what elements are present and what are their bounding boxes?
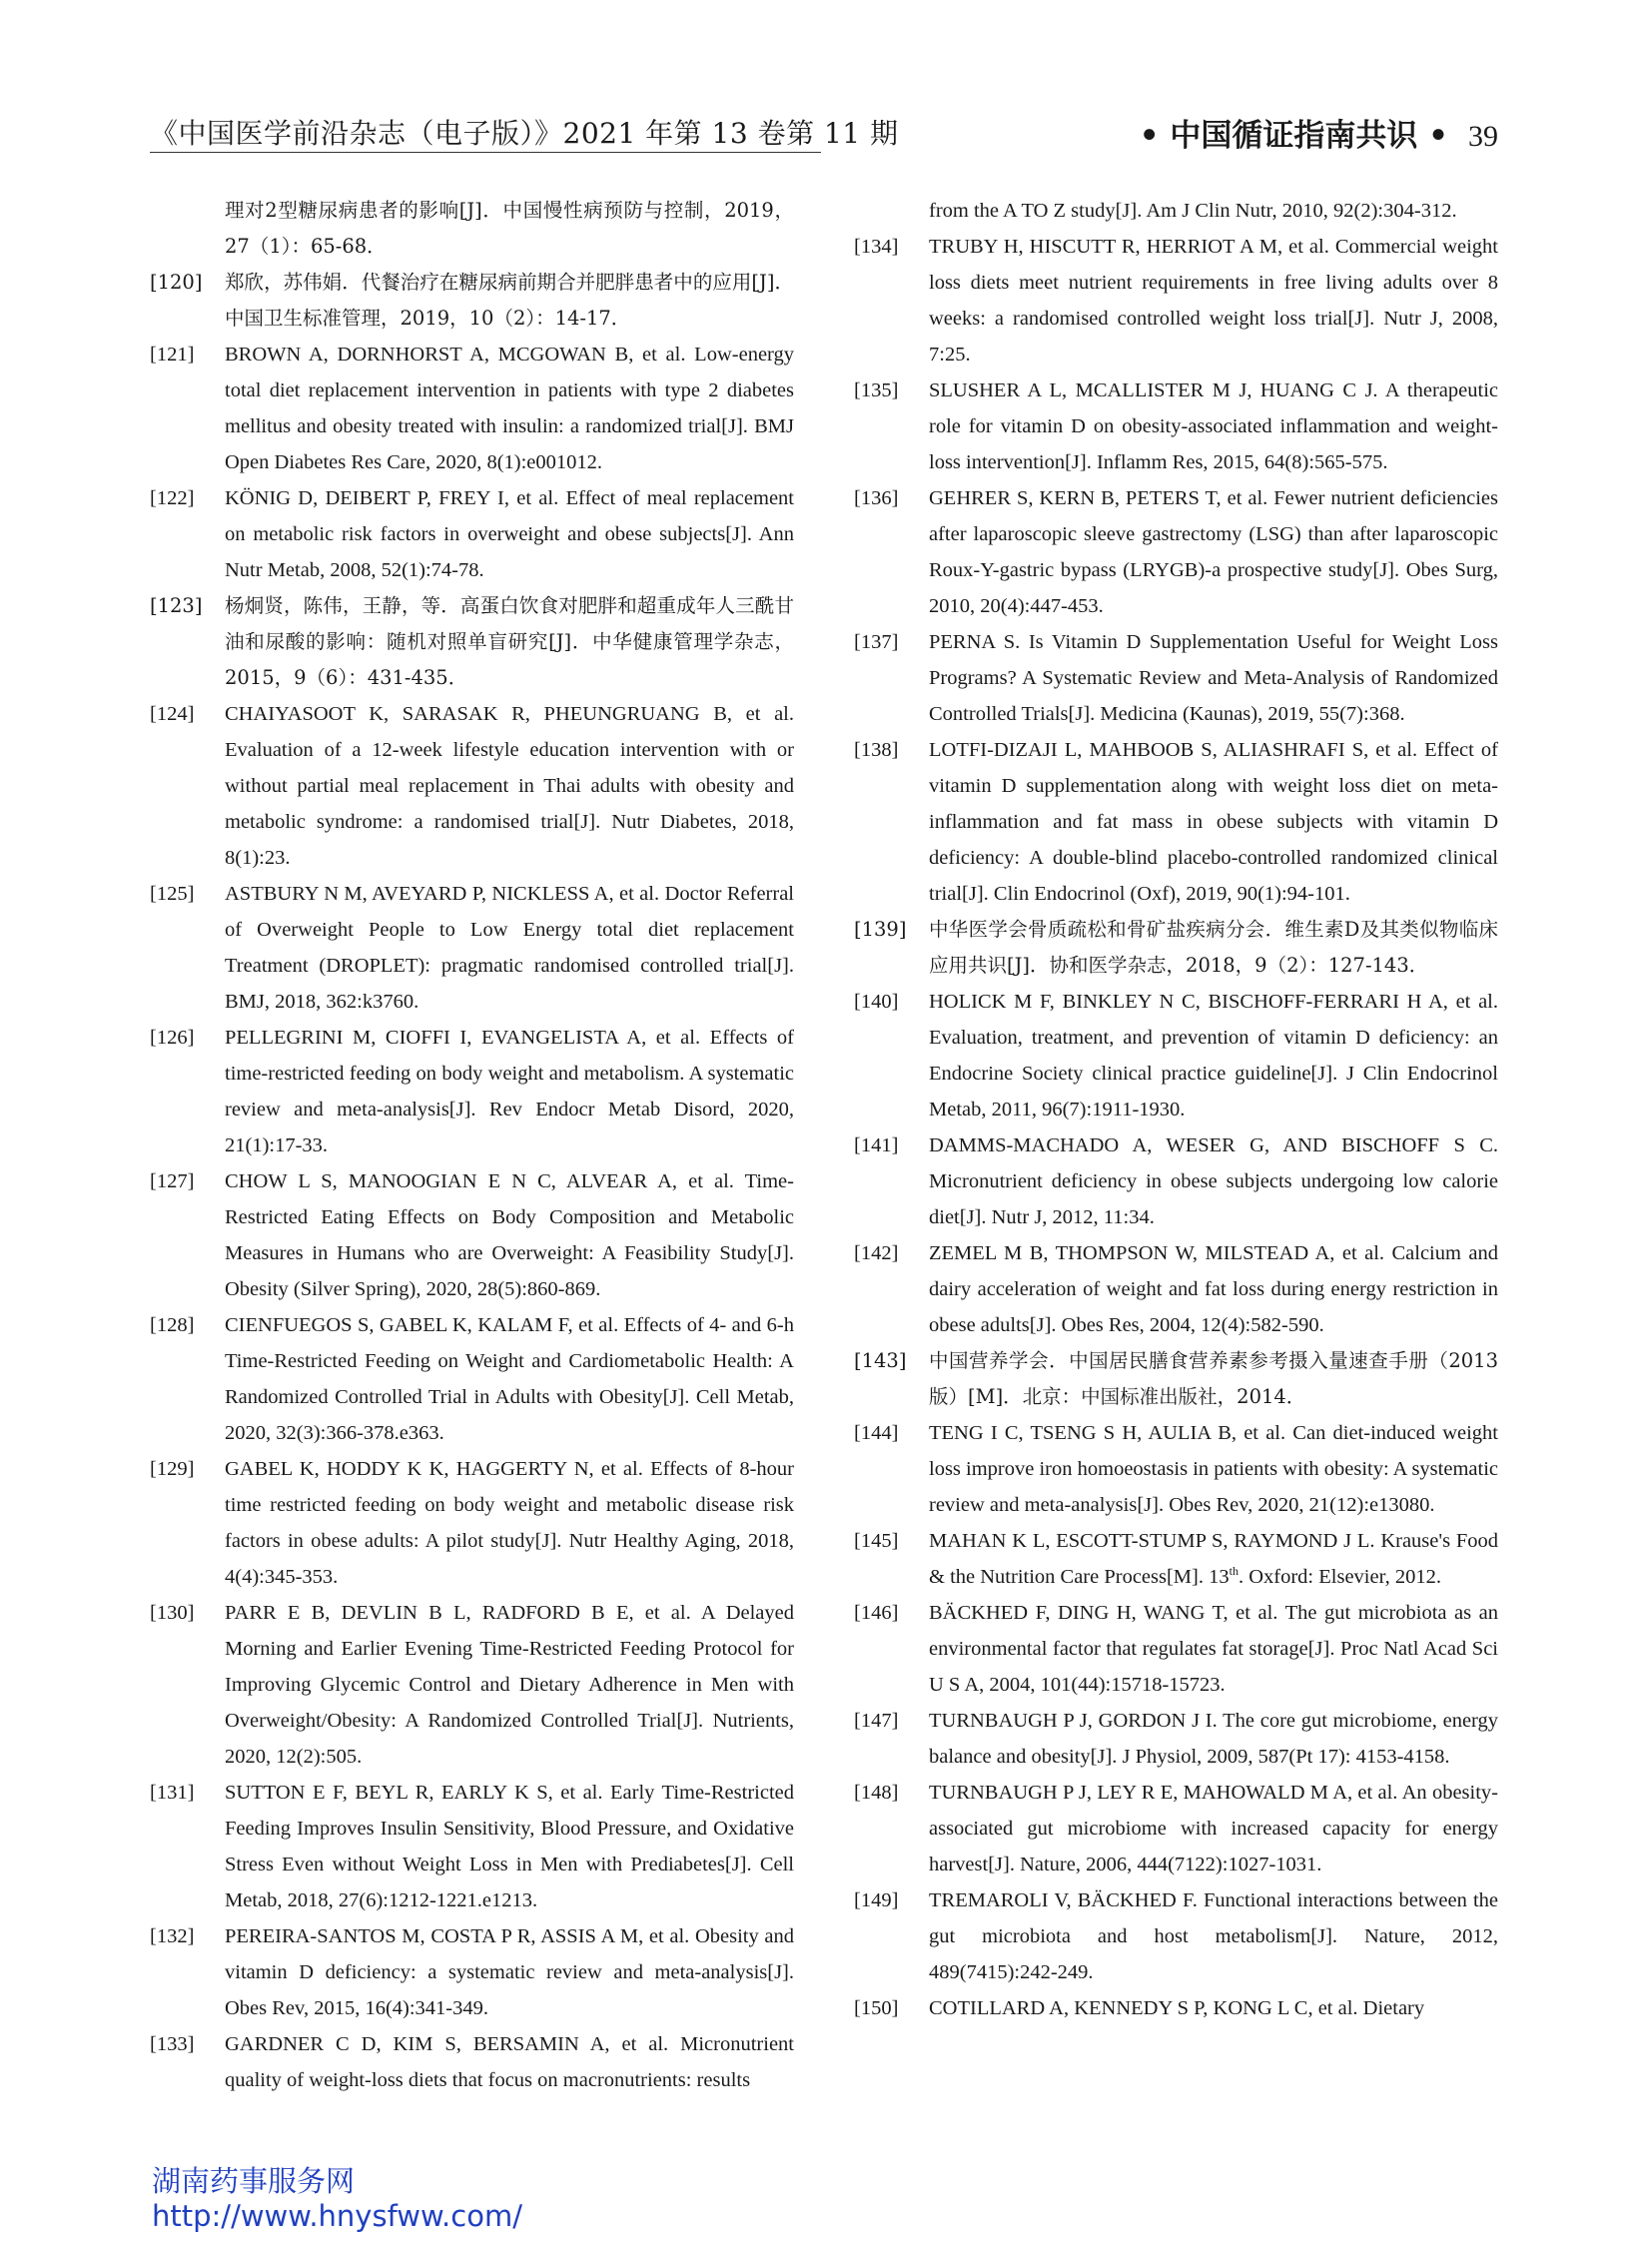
header-rule <box>150 152 821 153</box>
reference-text: TREMAROLI V, BÄCKHED F. Functional interactions between the gut microbiota and host metabolism[J]. Nature, 2012, 489(7415):242-249. <box>929 1889 1498 1983</box>
reference-text: LOTFI-DIZAJI L, MAHBOOB S, ALIASHRAFI S, et al. Effect of vitamin D supplementation along with weight loss diet on meta-inflammation and fat mass in obese subjects with vitamin D deficiency: A double-blind placebo-controlled randomized clinical trial[J]. Clin Endocrinol (Oxf), 2019, 90(1):94-101. <box>929 739 1498 905</box>
reference-entry <box>150 193 794 265</box>
reference-number: [127] <box>150 1170 195 1192</box>
reference-entry <box>854 1523 1498 1595</box>
reference-entry <box>854 1775 1498 1882</box>
reference-number: [138] <box>854 739 899 761</box>
reference-number: [141] <box>854 1134 899 1156</box>
reference-text: PERNA S. Is Vitamin D Supplementation Useful for Weight Loss Programs? A Systematic Review and Meta-Analysis of Randomized Controlled Trials[J]. Medicina (Kaunas), 2019, 55(7):368. <box>929 631 1498 725</box>
reference-entry <box>854 480 1498 624</box>
reference-entry <box>150 1020 794 1163</box>
reference-entry <box>150 1775 794 1918</box>
reference-entry <box>854 1127 1498 1235</box>
reference-text: ASTBURY N M, AVEYARD P, NICKLESS A, et al. Doctor Referral of Overweight People to Low Energy total diet replacement Treatment (DROPLET): pragmatic randomised controlled trial[J]. BMJ, 2018, 362:k3760. <box>225 883 794 1013</box>
reference-text: TURNBAUGH P J, GORDON J I. The core gut microbiome, energy balance and obesity[J]. J Physiol, 2009, 587(Pt 17): 4153-4158. <box>929 1710 1498 1768</box>
reference-text: BÄCKHED F, DING H, WANG T, et al. The gut microbiota as an environmental factor that regulates fat storage[J]. Proc Natl Acad Sci U S A, 2004, 101(44):15718-15723. <box>929 1602 1498 1696</box>
section-label <box>1140 110 1498 155</box>
reference-entry <box>150 696 794 876</box>
reference-text: CHOW L S, MANOOGIAN E N C, ALVEAR A, et al. Time-Restricted Eating Effects on Body Composition and Metabolic Measures in Humans who are Overweight: A Feasibility Study[J]. Obesity (Silver Spring), 2020, 28(5):860-869. <box>225 1170 794 1300</box>
reference-text: 郑欣，苏伟娟．代餐治疗在糖尿病前期合并肥胖患者中的应用[J]．中国卫生标准管理，2019，10（2）：14-17． <box>225 271 794 330</box>
watermark-footer <box>152 2163 522 2233</box>
reference-text: SUTTON E F, BEYL R, EARLY K S, et al. Early Time-Restricted Feeding Improves Insulin Sensitivity, Blood Pressure, and Oxidative Stress Even without Weight Loss in Men with Prediabetes[J]. Cell Metab, 2018, 27(6):1212-1221.e1213. <box>225 1782 794 1911</box>
reference-text: PELLEGRINI M, CIOFFI I, EVANGELISTA A, et al. Effects of time-restricted feeding on body weight and metabolism. A systematic review and meta-analysis[J]. Rev Endocr Metab Disord, 2020, 21(1):17-33. <box>225 1027 794 1156</box>
reference-text: HOLICK M F, BINKLEY N C, BISCHOFF-FERRARI H A, et al. Evaluation, treatment, and prevention of vitamin D deficiency: an Endocrine Society clinical practice guideline[J]. J Clin Endocrinol Metab, 2011, 96(7):1911-1930. <box>929 991 1498 1120</box>
reference-number: [125] <box>150 883 195 905</box>
reference-text: ZEMEL M B, THOMPSON W, MILSTEAD A, et al. Calcium and dairy acceleration of weight and fat loss during energy restriction in obese adults[J]. Obes Res, 2004, 12(4):582-590. <box>929 1242 1498 1336</box>
section-title: • 中国循证指南共识 • <box>1139 118 1448 154</box>
reference-entry <box>150 588 794 696</box>
reference-number: [124] <box>150 703 195 725</box>
reference-column-right <box>854 193 1498 2026</box>
reference-text: GEHRER S, KERN B, PETERS T, et al. Fewer nutrient deficiencies after laparoscopic sleeve gastrectomy (LSG) than after laparoscopic Roux-Y-gastric bypass (LRYGB)-a prospective study[J]. Obes Surg, 2010, 20(4):447-453. <box>929 487 1498 617</box>
reference-text-tail: . Oxford: Elsevier, 2012. <box>1238 1566 1441 1588</box>
reference-number: [145] <box>854 1530 899 1552</box>
reference-number: [140] <box>854 991 899 1013</box>
reference-number: [143] <box>854 1349 907 1372</box>
reference-number: [133] <box>150 2033 195 2055</box>
reference-text: TENG I C, TSENG S H, AULIA B, et al. Can diet-induced weight loss improve iron homoeostasis in patients with obesity: A systematic review and meta-analysis[J]. Obes Rev, 2020, 21(12):e13080. <box>929 1422 1498 1516</box>
reference-text: 中华医学会骨质疏松和骨矿盐疾病分会．维生素D及其类似物临床应用共识[J]．协和医学杂志，2018，9（2）：127-143． <box>929 918 1498 977</box>
reference-text: BROWN A, DORNHORST A, MCGOWAN B, et al. Low-energy total diet replacement intervention in patients with type 2 diabetes mellitus and obesity treated with insulin: a randomized trial[J]. BMJ Open Diabetes Res Care, 2020, 8(1):e001012. <box>225 344 794 473</box>
reference-number: [139] <box>854 918 907 941</box>
reference-entry <box>854 1990 1498 2026</box>
footer-url[interactable]: http://www.hnysfww.com/ <box>152 2199 522 2233</box>
reference-text: from the A TO Z study[J]. Am J Clin Nutr, 2010, 92(2):304-312. <box>929 200 1457 222</box>
reference-number: [144] <box>854 1422 899 1444</box>
reference-text: CHAIYASOOT K, SARASAK R, PHEUNGRUANG B, et al. Evaluation of a 12-week lifestyle education intervention with or without partial meal replacement in Thai adults with obesity and metabolic syndrome: a randomised trial[J]. Nutr Diabetes, 2018, 8(1):23. <box>225 703 794 869</box>
reference-entry <box>854 373 1498 480</box>
reference-entry <box>854 912 1498 984</box>
reference-entry <box>150 1918 794 2026</box>
reference-number: [129] <box>150 1458 195 1480</box>
reference-entry <box>854 624 1498 732</box>
reference-number: [135] <box>854 379 899 401</box>
reference-text: MAHAN K L, ESCOTT-STUMP S, RAYMOND J L. Krause's Food & the Nutrition Care Process[M]. 13 <box>929 1530 1498 1588</box>
reference-entry <box>854 1703 1498 1775</box>
reference-entry <box>854 1415 1498 1523</box>
reference-number: [130] <box>150 1602 195 1624</box>
reference-text: GARDNER C D, KIM S, BERSAMIN A, et al. Micronutrient quality of weight-loss diets that focus on macronutrients: results <box>225 2033 794 2091</box>
reference-number: [131] <box>150 1782 195 1804</box>
reference-number: [149] <box>854 1889 899 1911</box>
reference-number: [136] <box>854 487 899 509</box>
reference-text: TRUBY H, HISCUTT R, HERRIOT A M, et al. Commercial weight loss diets meet nutrient requirements in free living adults over 8 weeks: a randomised controlled weight loss trial[J]. Nutr J, 2008, 7:25. <box>929 236 1498 366</box>
reference-number: [128] <box>150 1314 195 1336</box>
reference-number: [137] <box>854 631 899 653</box>
reference-text: TURNBAUGH P J, LEY R E, MAHOWALD M A, et al. An obesity-associated gut microbiome with increased capacity for energy harvest[J]. Nature, 2006, 444(7122):1027-1031. <box>929 1782 1498 1875</box>
reference-text: 理对2型糖尿病患者的影响[J]．中国慢性病预防与控制，2019，27（1）：65-68． <box>225 199 794 258</box>
reference-entry <box>150 1163 794 1307</box>
reference-number: [147] <box>854 1710 899 1732</box>
reference-entry <box>150 480 794 588</box>
reference-entry <box>150 1307 794 1451</box>
reference-text: DAMMS-MACHADO A, WESER G, AND BISCHOFF S C. Micronutrient deficiency in obese subjects undergoing low calorie diet[J]. Nutr J, 2012, 11:34. <box>929 1134 1498 1228</box>
reference-entry <box>854 1343 1498 1415</box>
reference-number: [142] <box>854 1242 899 1264</box>
reference-text: CIENFUEGOS S, GABEL K, KALAM F, et al. Effects of 4- and 6-h Time-Restricted Feeding on Weight and Cardiometabolic Health: A Randomized Controlled Trial in Adults with Obesity[J]. Cell Metab, 2020, 32(3):366-378.e363. <box>225 1314 794 1444</box>
page-number: 39 <box>1468 120 1498 153</box>
reference-text: PARR E B, DEVLIN B L, RADFORD B E, et al. A Delayed Morning and Earlier Evening Time-Restricted Feeding Protocol for Improving Glycemic Control and Dietary Adherence in Men with Overweight/Obesity: A Randomized Controlled Trial[J]. Nutrients, 2020, 12(2):505. <box>225 1602 794 1768</box>
reference-number: [126] <box>150 1027 195 1049</box>
reference-entry <box>150 876 794 1020</box>
reference-text: KÖNIG D, DEIBERT P, FREY I, et al. Effect of meal replacement on metabolic risk factors in overweight and obese subjects[J]. Ann Nutr Metab, 2008, 52(1):74-78. <box>225 487 794 581</box>
reference-entry <box>854 193 1498 229</box>
reference-text: 杨炯贤，陈伟，王静，等．高蛋白饮食对肥胖和超重成年人三酰甘油和尿酸的影响：随机对照单盲研究[J]．中华健康管理学杂志，2015，9（6）：431-435． <box>225 594 794 689</box>
reference-entry <box>854 229 1498 373</box>
journal-title: 《中国医学前沿杂志（电子版）》2021 年第 13 卷第 11 期 <box>150 117 899 150</box>
reference-entry <box>150 265 794 337</box>
reference-superscript: th <box>1229 1564 1239 1579</box>
reference-number: [121] <box>150 344 195 366</box>
reference-number: [150] <box>854 1997 899 2019</box>
reference-entry <box>854 732 1498 912</box>
reference-number: [122] <box>150 487 195 509</box>
reference-number: [120] <box>150 271 203 294</box>
reference-number: [148] <box>854 1782 899 1804</box>
reference-entry <box>150 1595 794 1775</box>
reference-number: [132] <box>150 1925 195 1947</box>
reference-number: [134] <box>854 236 899 258</box>
reference-entry <box>150 1451 794 1595</box>
reference-number: [123] <box>150 594 203 617</box>
footer-site-name: 湖南药事服务网 <box>152 2164 356 2198</box>
reference-number: [146] <box>854 1602 899 1624</box>
reference-entry <box>854 984 1498 1127</box>
reference-entry <box>854 1235 1498 1343</box>
page-header <box>150 108 1498 158</box>
reference-column-left <box>150 193 794 2098</box>
reference-entry <box>150 337 794 480</box>
reference-text: SLUSHER A L, MCALLISTER M J, HUANG C J. A therapeutic role for vitamin D on obesity-associated inflammation and weight-loss intervention[J]. Inflamm Res, 2015, 64(8):565-575. <box>929 379 1498 473</box>
reference-text: GABEL K, HODDY K K, HAGGERTY N, et al. Effects of 8-hour time restricted feeding on body weight and metabolic disease risk factors in obese adults: A pilot study[J]. Nutr Healthy Aging, 2018, 4(4):345-353. <box>225 1458 794 1588</box>
reference-entry <box>150 2026 794 2098</box>
reference-entry <box>854 1595 1498 1703</box>
reference-text: COTILLARD A, KENNEDY S P, KONG L C, et al. Dietary <box>929 1997 1425 2019</box>
reference-entry <box>854 1882 1498 1990</box>
reference-text: PEREIRA-SANTOS M, COSTA P R, ASSIS A M, et al. Obesity and vitamin D deficiency: a systematic review and meta-analysis[J]. Obes Rev, 2015, 16(4):341-349. <box>225 1925 794 2019</box>
reference-text: 中国营养学会．中国居民膳食营养素参考摄入量速查手册（2013版）[M]．北京：中国标准出版社，2014． <box>929 1349 1498 1408</box>
